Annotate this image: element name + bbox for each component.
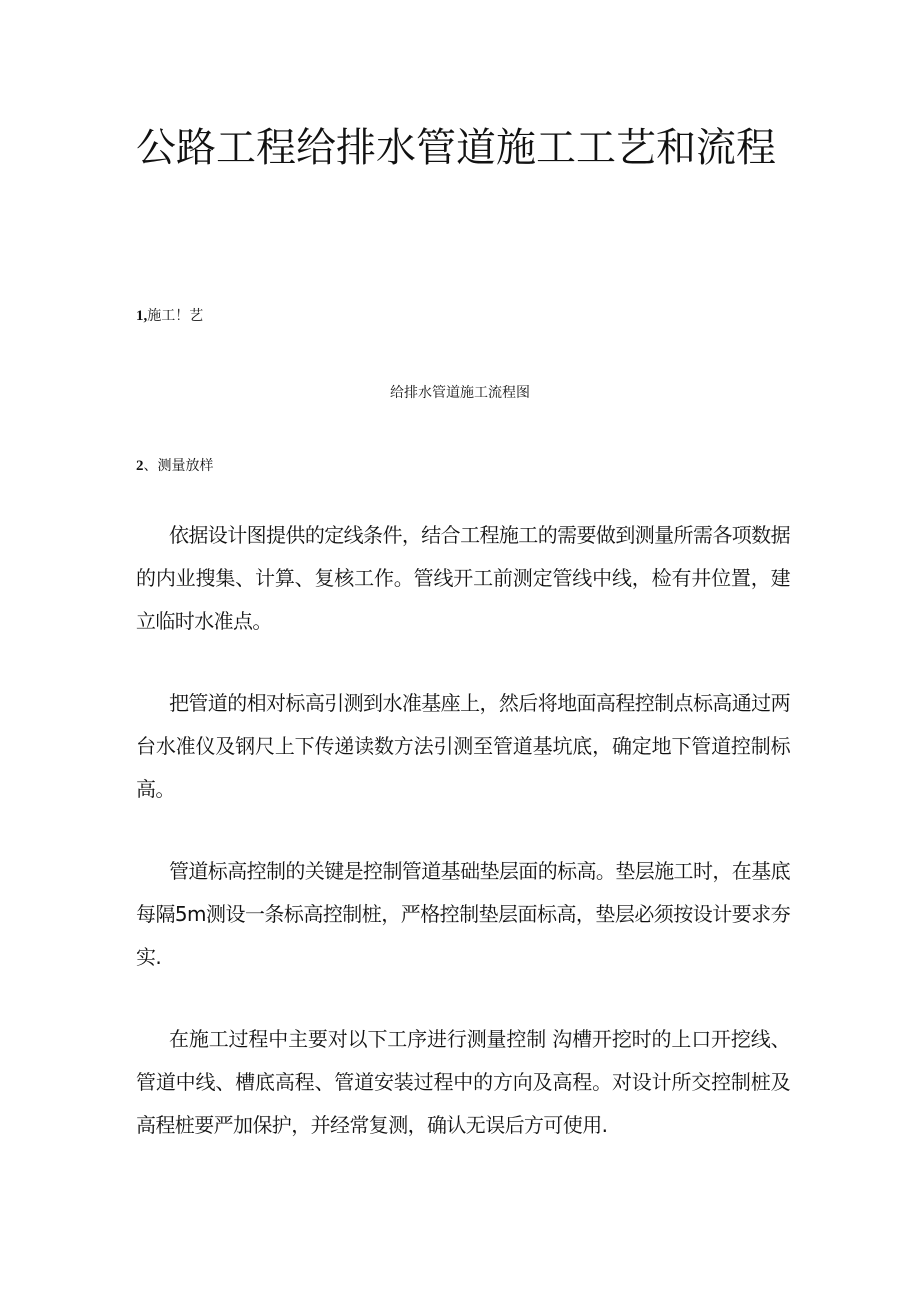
figure-caption: 给排水管道施工流程图 xyxy=(390,385,530,401)
paragraph: 在施工过程中主要对以下工序进行测量控制 沟槽开挖时的上口开挖线、管道中线、槽底高程、管道安装过程中的方向及高程。对设计所交控制桩及高程桩要严加保护，并经常复测，确认无误后方可使用. xyxy=(136,1027,790,1137)
section-1-number: 1, xyxy=(136,308,148,324)
section-1-label: 施工！艺 xyxy=(147,308,204,324)
paragraph: 依据设计图提供的定线条件，结合工程施工的需要做到测量所需各项数据的内业搜集、计算、复核工作。管线开工前测定管线中线，检有井位置，建立临时水准点。 xyxy=(136,523,790,633)
section-2-heading xyxy=(136,456,214,476)
section-2-number: 2 xyxy=(136,458,144,474)
section-1-heading xyxy=(136,306,203,326)
paragraph: 把管道的相对标高引测到水准基座上，然后将地面高程控制点标高通过两台水准仪及钢尺上下传递读数方法引测至管道基坑底，确定地下管道控制标高。 xyxy=(136,691,790,801)
document-title: 公路工程给排水管道施工工艺和流程 xyxy=(136,125,776,171)
paragraph: 管道标高控制的关键是控制管道基础垫层面的标高。垫层施工时，在基底每隔5m测设一条标高控制桩，严格控制垫层面标高，垫层必须按设计要求夯实. xyxy=(136,859,790,969)
section-2-label: 、测量放样 xyxy=(143,458,214,474)
